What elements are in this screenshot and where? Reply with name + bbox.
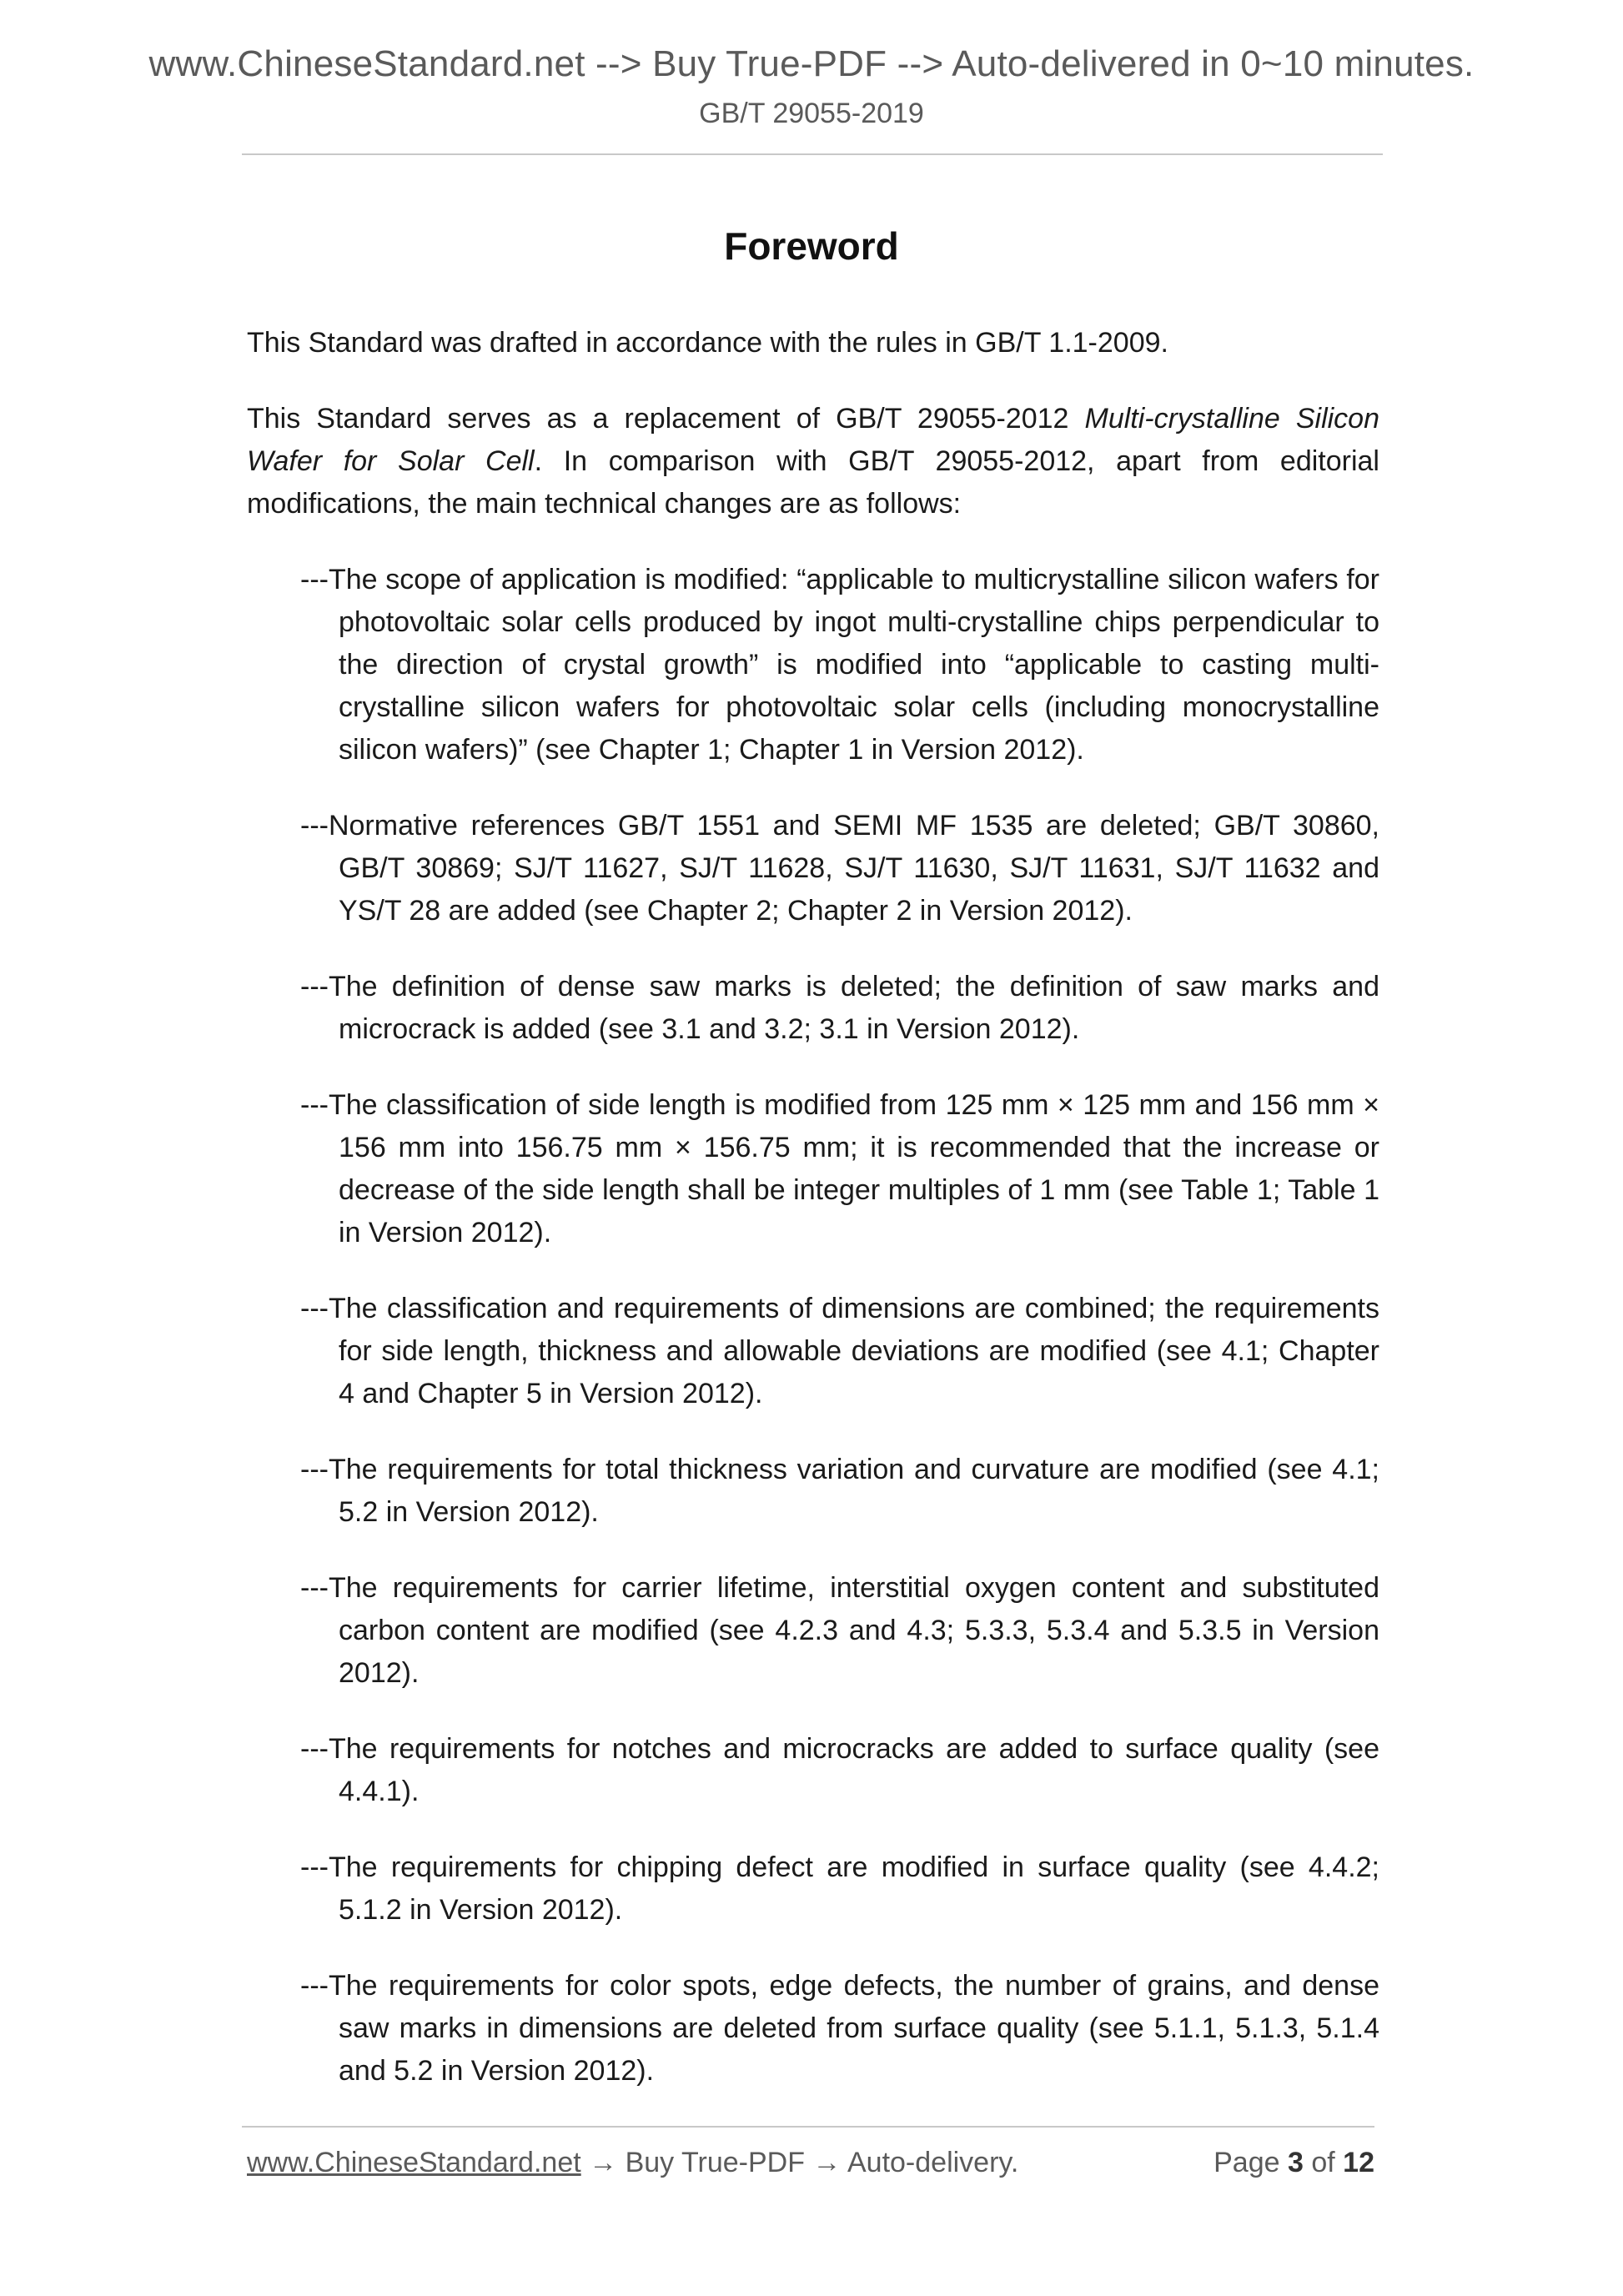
change-item: ---The classification and requirements of dimensions are combined; the requirements for side length, thickness and allowable deviations are modified (see 4.1; Chapter 4 and Chapter 5 in Version 2012). <box>300 1293 1379 1409</box>
intro-paragraph-1: This Standard was drafted in accordance with the rules in GB/T 1.1-2009. <box>247 327 1168 359</box>
footer-left <box>247 2147 1018 2179</box>
change-item: ---The definition of dense saw marks is deleted; the definition of saw marks and microcrack is added (see 3.1 and 3.2; 3.1 in Version 2012). <box>300 971 1379 1045</box>
website-link[interactable]: www.ChineseStandard.net <box>247 2147 581 2178</box>
intro-paragraph-2 <box>247 398 1379 525</box>
intro-text-before: This Standard serves as a replacement of GB/T 29055-2012 <box>247 403 1085 435</box>
change-item: ---The requirements for carrier lifetime, interstitial oxygen content and substituted carbon content are modified (see 4.2.3 and 4.3; 5.3.3, 5.3.4 and 5.3.5 in Version 2012). <box>300 1572 1379 1689</box>
top-banner: www.ChineseStandard.net --> Buy True-PDF --> Auto-delivered in 0~10 minutes. <box>148 43 1475 84</box>
change-item: ---The scope of application is modified: “applicable to multicrystalline silicon wafers for photovoltaic solar cells produced by ingot multi-crystalline chips perpendicular to the direction of crystal growth” is modified into “applicable to casting multi-crystalline silicon wafers for photovoltaic solar cells (including monocrystalline silicon wafers)” (see Chapter 1; Chapter 1 in Version 2012). <box>300 564 1379 766</box>
changes-list <box>247 559 1379 2093</box>
change-item: ---The requirements for notches and microcracks are added to surface quality (see 4.4.1). <box>300 1733 1379 1807</box>
standard-title-italic: Multi-crystalline Silicon Wafer for Solar Cell <box>247 403 1379 477</box>
page-number-total: 12 <box>1343 2147 1374 2178</box>
footer-divider <box>242 2126 1374 2128</box>
intro-text-after: . In comparison with GB/T 29055-2012, apart from editorial modifications, the main technical changes are as follows: <box>247 445 1379 520</box>
change-item: ---The classification of side length is modified from 125 mm × 125 mm and 156 mm × 156 mm into 156.75 mm × 156.75 mm; it is recommended that the increase or decrease of the side length shall be integer multiples of 1 mm (see Table 1; Table 1 in Version 2012). <box>300 1089 1379 1248</box>
footer-tagline: → Buy True-PDF → Auto-delivery. <box>580 2147 1019 2178</box>
foreword-body <box>247 322 1379 2093</box>
page-number-current: 3 <box>1287 2147 1304 2178</box>
change-item: ---The requirements for total thickness variation and curvature are modified (see 4.1; 5.2 in Version 2012). <box>300 1454 1379 1528</box>
page-footer <box>247 2147 1374 2188</box>
header-divider <box>242 153 1383 155</box>
change-item: ---The requirements for chipping defect are modified in surface quality (see 4.4.2; 5.1.2 in Version 2012). <box>300 1851 1379 1926</box>
page-title: Foreword <box>724 224 899 268</box>
change-item: ---The requirements for color spots, edge defects, the number of grains, and dense saw marks in dimensions are deleted from surface quality (see 5.1.1, 5.1.3, 5.1.4 and 5.2 in Version 2012). <box>300 1970 1379 2087</box>
change-item: ---Normative references GB/T 1551 and SEMI MF 1535 are deleted; GB/T 30860, GB/T 30869; SJ/T 11627, SJ/T 11628, SJ/T 11630, SJ/T 11631, SJ/T 11632 and YS/T 28 are added (see Chapter 2; Chapter 2 in Version 2012). <box>300 810 1379 927</box>
document-code: GB/T 29055-2019 <box>699 98 924 129</box>
of-label: of <box>1311 2147 1335 2178</box>
page-indicator <box>1213 2147 1374 2179</box>
page-label: Page <box>1213 2147 1280 2178</box>
